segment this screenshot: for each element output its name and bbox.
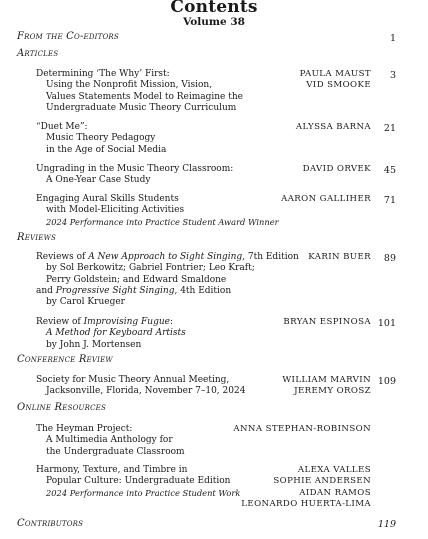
author-name: AARON GALLIHER <box>281 194 371 204</box>
contributors-page: 119 <box>377 519 396 530</box>
entry-title-line: The Heyman Project: <box>36 424 133 434</box>
page-title: Contents <box>170 0 258 17</box>
author-name: LEONARDO HUERTA-LIMA <box>241 498 371 509</box>
entry-title-line: Popular Culture: Undergraduate Edition <box>46 476 231 487</box>
entry-title-line: Music Theory Pedagogy <box>46 133 156 144</box>
author-name: ALEXA VALLES <box>297 465 371 475</box>
entry-title-line: Engaging Aural Skills Students <box>36 194 179 204</box>
entry-title-line: Society for Music Theory Annual Meeting, <box>36 375 230 385</box>
entry-title-line: Determining ‘The Why’ First: <box>36 69 170 79</box>
entry-authors <box>233 424 371 435</box>
entry-title-line: Values Statements Model to Reimagine the <box>46 91 243 102</box>
entry-page-number: 109 <box>377 376 396 387</box>
author-name: ANNA STEPHAN-ROBINSON <box>233 424 371 434</box>
entry-authors <box>241 465 371 510</box>
author-name: VID SMOOKE <box>306 80 371 91</box>
entry-page-number: 71 <box>383 195 396 206</box>
section-co-editors[interactable]: From the Co-editors <box>17 31 119 42</box>
entry-title-line: Reviews of A New Approach to Sight Singing, 7th Edition <box>36 252 299 262</box>
entry-authors <box>283 317 371 328</box>
entry-award-note: 2024 Performance into Practice Student Award Winner <box>46 216 279 227</box>
section-conference-review: Conference Review <box>17 354 113 365</box>
entry-title-line: by Sol Berkowitz; Gabriel Fontrier; Leo Kraft; <box>46 263 255 274</box>
author-name: AIDAN RAMOS <box>299 487 371 498</box>
entry-title-line: A Multimedia Anthology for <box>46 435 173 446</box>
entry-title-line: by John J. Mortensen <box>46 339 142 350</box>
entry-title-line: and Progressive Sight Singing, 4th Edition <box>36 285 232 296</box>
entry-title-line: the Undergraduate Classroom <box>46 446 185 457</box>
section-online-resources: Online Resources <box>17 402 106 413</box>
entry-title-line: “Duet Me”: <box>36 122 88 132</box>
author-name: KARIN BUER <box>308 252 371 262</box>
section-contributors[interactable]: Contributors <box>17 518 84 529</box>
section-articles: Articles <box>17 48 59 59</box>
author-name: WILLIAM MARVIN <box>282 375 371 385</box>
book-title: A New Approach to Sight Singing <box>88 252 243 262</box>
entry-title-line: Using the Nonprofit Mission, Vision, <box>46 80 213 91</box>
entry-authors <box>282 375 371 398</box>
entry-page-number: 21 <box>383 123 396 134</box>
entry-title-line: Ungrading in the Music Theory Classroom: <box>36 164 234 174</box>
entry-page-number: 101 <box>377 318 396 329</box>
book-title: Progressive Sight Singing <box>55 285 175 296</box>
entry-authors <box>303 164 371 175</box>
entry-title-line: Undergraduate Music Theory Curriculum <box>46 102 237 113</box>
entry-title-line: Perry Goldstein; and Edward Smaldone <box>46 274 227 285</box>
entry-title-line: in the Age of Social Media <box>46 144 167 155</box>
entry-title-line: Harmony, Texture, and Timbre in <box>36 465 188 475</box>
entry-authors <box>308 252 371 263</box>
entry-title-line: Jacksonville, Florida, November 7–10, 2024 <box>46 386 246 397</box>
author-name: ALYSSA BARNA <box>295 122 371 132</box>
author-name: JEREMY OROSZ <box>294 386 371 397</box>
entry-page-number: 3 <box>389 70 396 81</box>
entry-title-line: by Carol Krueger <box>46 297 125 308</box>
author-name: BRYAN ESPINOSA <box>283 317 371 327</box>
entry-title-line: A Method for Keyboard Artists <box>46 328 186 339</box>
entry-authors <box>296 122 371 133</box>
co-editors-page: 1 <box>389 33 396 44</box>
volume-label: Volume 38 <box>183 16 245 28</box>
author-name: SOPHIE ANDERSEN <box>273 476 371 487</box>
entry-authors <box>300 69 371 92</box>
author-name: DAVID ORVEK <box>302 164 371 174</box>
entry-page-number: 45 <box>383 165 396 176</box>
entry-title-line: Review of Improvising Fugue: <box>36 317 173 327</box>
entry-title-line: A One-Year Case Study <box>46 175 151 186</box>
book-title: Improvising Fugue <box>83 317 170 327</box>
entry-student-work-note: 2024 Performance into Practice Student Work <box>46 487 241 498</box>
entry-title-line: with Model-Eliciting Activities <box>46 205 185 216</box>
section-reviews: Reviews <box>17 232 56 243</box>
author-name: PAULA MAUST <box>299 69 371 79</box>
entry-authors <box>281 194 371 205</box>
entry-page-number: 89 <box>383 253 396 264</box>
